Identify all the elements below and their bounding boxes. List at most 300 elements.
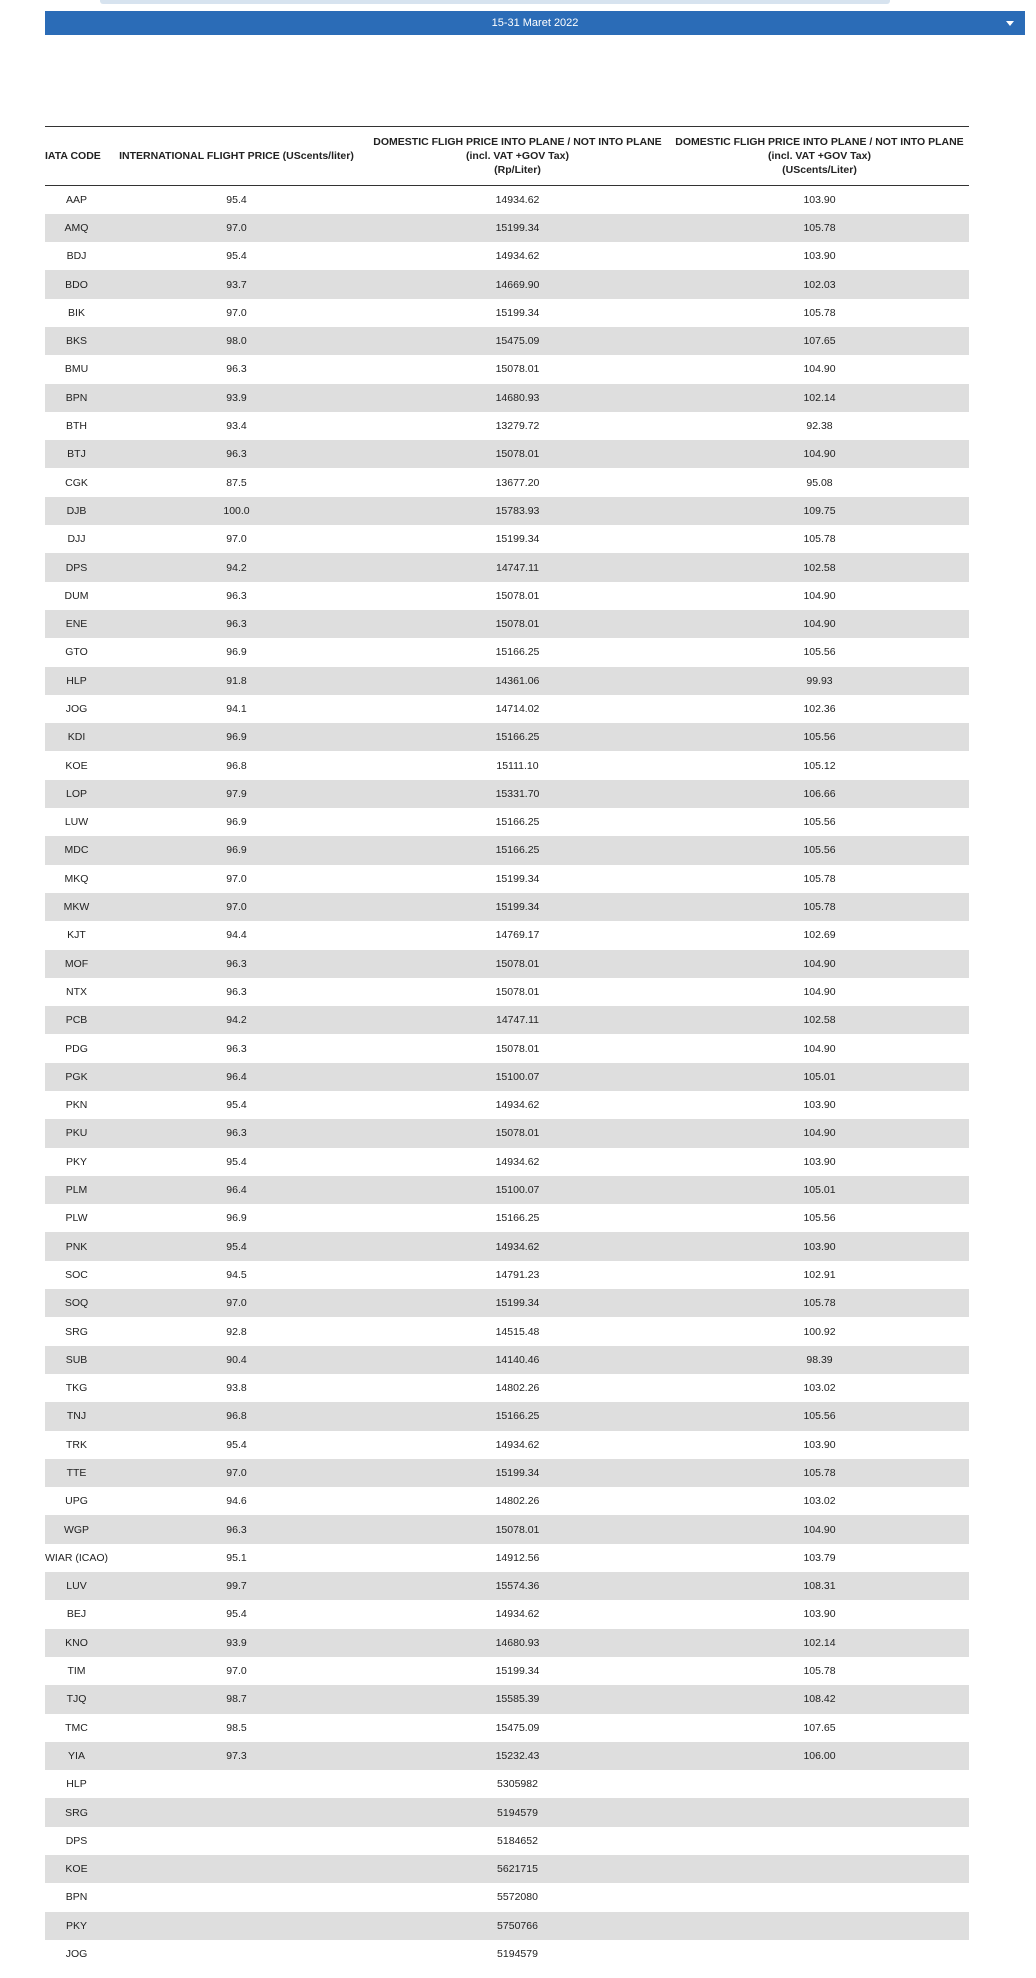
cell-international-price: 96.9 bbox=[226, 816, 247, 829]
cell-domestic-price-rp: 15331.70 bbox=[495, 787, 540, 800]
table-row bbox=[45, 1657, 969, 1685]
cell-domestic-price-us: 103.79 bbox=[803, 1551, 836, 1564]
header-domestic-price-us bbox=[670, 127, 969, 186]
cell-domestic-price-us: 103.90 bbox=[803, 1240, 836, 1253]
cell-domestic-price-rp: 5750766 bbox=[497, 1919, 538, 1932]
cell-domestic-price-us bbox=[670, 1940, 969, 1968]
table-row bbox=[45, 1204, 969, 1232]
cell-domestic-price-us bbox=[670, 1883, 969, 1911]
table-header-row bbox=[45, 127, 969, 186]
cell-iata-code: KNO bbox=[65, 1636, 88, 1649]
table-row bbox=[45, 1855, 969, 1883]
cell-domestic-price-us: 104.90 bbox=[803, 1523, 836, 1536]
cell-domestic-price-rp: 14912.56 bbox=[495, 1551, 540, 1564]
cell-international-price: 94.4 bbox=[226, 929, 247, 942]
caret-down-icon[interactable] bbox=[1003, 11, 1017, 35]
cell-domestic-price-rp: 5621715 bbox=[497, 1863, 538, 1876]
cell-iata-code: PCB bbox=[65, 1014, 88, 1027]
table-row bbox=[45, 638, 969, 666]
cell-domestic-price-us bbox=[670, 1855, 969, 1883]
cell-international-price: 95.4 bbox=[226, 250, 247, 263]
cell-international-price: 97.0 bbox=[226, 306, 247, 319]
cell-international-price: 97.0 bbox=[226, 872, 247, 885]
header-line: (incl. VAT +GOV Tax) bbox=[466, 150, 569, 162]
cell-domestic-price-rp: 15166.25 bbox=[495, 816, 540, 829]
cell-domestic-price-us: 102.69 bbox=[803, 929, 836, 942]
cell-international-price: 96.3 bbox=[226, 1042, 247, 1055]
cell-iata-code: KOE bbox=[65, 1863, 88, 1876]
cell-iata-code: DPS bbox=[65, 561, 88, 574]
cell-domestic-price-rp: 14791.23 bbox=[495, 1268, 540, 1281]
cell-domestic-price-us: 104.90 bbox=[803, 1042, 836, 1055]
table-row bbox=[45, 440, 969, 468]
cell-domestic-price-rp: 15199.34 bbox=[495, 872, 540, 885]
cell-international-price: 96.3 bbox=[226, 363, 247, 376]
cell-domestic-price-rp: 15078.01 bbox=[495, 618, 540, 631]
table-row bbox=[45, 1289, 969, 1317]
cell-international-price: 90.4 bbox=[226, 1353, 247, 1366]
table-row bbox=[45, 1600, 969, 1628]
table-row bbox=[45, 1572, 969, 1600]
cell-domestic-price-rp: 15166.25 bbox=[495, 1212, 540, 1225]
cell-domestic-price-rp: 5305982 bbox=[497, 1778, 538, 1791]
table-row bbox=[45, 1232, 969, 1260]
cell-domestic-price-us: 99.93 bbox=[806, 674, 833, 687]
cell-domestic-price-rp: 14769.17 bbox=[495, 929, 540, 942]
table-row bbox=[45, 299, 969, 327]
table-row bbox=[45, 921, 969, 949]
cell-international-price: 96.8 bbox=[226, 759, 247, 772]
cell-international-price: 91.8 bbox=[226, 674, 247, 687]
cell-iata-code: PDG bbox=[65, 1042, 88, 1055]
cell-international-price: 95.4 bbox=[226, 1608, 247, 1621]
cell-domestic-price-us: 104.90 bbox=[803, 1127, 836, 1140]
cell-iata-code: WIAR (ICAO) bbox=[45, 1551, 108, 1564]
table-row bbox=[45, 1091, 969, 1119]
cell-international-price: 96.9 bbox=[226, 844, 247, 857]
cell-iata-code: SRG bbox=[65, 1806, 88, 1819]
table-row bbox=[45, 780, 969, 808]
cell-iata-code: TTE bbox=[66, 1467, 87, 1479]
table-row bbox=[45, 186, 969, 214]
table-row bbox=[45, 1176, 969, 1204]
cell-domestic-price-rp: 14934.62 bbox=[495, 1099, 540, 1112]
cell-iata-code: BTJ bbox=[67, 448, 86, 461]
cell-domestic-price-us: 103.90 bbox=[803, 193, 836, 206]
cell-iata-code: HLP bbox=[66, 1778, 87, 1791]
cell-domestic-price-us: 106.00 bbox=[803, 1749, 836, 1762]
cell-international-price: 97.0 bbox=[226, 901, 247, 914]
cell-domestic-price-rp: 14934.62 bbox=[495, 193, 540, 206]
cell-domestic-price-us: 106.66 bbox=[803, 787, 836, 800]
table-row bbox=[45, 978, 969, 1006]
cell-domestic-price-us: 107.65 bbox=[803, 335, 836, 348]
table-row bbox=[45, 1459, 969, 1487]
cell-iata-code: DUM bbox=[64, 589, 89, 602]
table-row bbox=[45, 1515, 969, 1543]
cell-domestic-price-us: 105.78 bbox=[803, 533, 836, 546]
cell-international-price: 96.9 bbox=[226, 731, 247, 744]
table-row bbox=[45, 468, 969, 496]
table-row bbox=[45, 1714, 969, 1742]
cell-iata-code: PKY bbox=[65, 1919, 87, 1932]
cell-international-price: 96.3 bbox=[226, 985, 247, 998]
cell-domestic-price-us: 104.90 bbox=[803, 985, 836, 998]
cell-domestic-price-us: 105.12 bbox=[803, 759, 836, 772]
table-row bbox=[45, 808, 969, 836]
cell-international-price: 97.0 bbox=[226, 221, 247, 234]
table-row bbox=[45, 1544, 969, 1572]
cell-domestic-price-us: 105.78 bbox=[803, 221, 836, 234]
cell-iata-code: MOF bbox=[64, 957, 89, 970]
table-body bbox=[45, 186, 969, 1969]
table-row bbox=[45, 1317, 969, 1345]
cell-domestic-price-rp: 5194579 bbox=[497, 1948, 538, 1961]
cell-iata-code: ENE bbox=[65, 618, 88, 631]
table-row bbox=[45, 582, 969, 610]
table-row bbox=[45, 751, 969, 779]
cell-domestic-price-rp: 14802.26 bbox=[495, 1495, 540, 1508]
cell-domestic-price-us: 102.58 bbox=[803, 1014, 836, 1027]
table-row bbox=[45, 242, 969, 270]
table-row bbox=[45, 1742, 969, 1770]
cell-domestic-price-rp: 15078.01 bbox=[495, 589, 540, 602]
header-iata-code: IATA CODE bbox=[45, 150, 101, 162]
cell-domestic-price-us: 105.78 bbox=[803, 901, 836, 914]
cell-iata-code: LUV bbox=[66, 1580, 87, 1593]
cell-international-price bbox=[108, 1798, 365, 1826]
cell-domestic-price-us: 103.90 bbox=[803, 1099, 836, 1112]
cell-domestic-price-rp: 15199.34 bbox=[495, 1467, 540, 1479]
table-row bbox=[45, 1063, 969, 1091]
cell-international-price: 94.2 bbox=[226, 1014, 247, 1027]
cell-international-price: 93.9 bbox=[226, 391, 247, 404]
table-row bbox=[45, 1034, 969, 1062]
table-row bbox=[45, 214, 969, 242]
cell-domestic-price-rp: 15199.34 bbox=[495, 1665, 540, 1678]
cell-domestic-price-rp: 15166.25 bbox=[495, 1410, 540, 1423]
cell-domestic-price-us: 108.31 bbox=[803, 1580, 836, 1593]
cell-domestic-price-us: 109.75 bbox=[803, 504, 836, 517]
cell-international-price bbox=[108, 1940, 365, 1968]
cell-international-price: 94.5 bbox=[226, 1268, 247, 1281]
cell-domestic-price-rp: 15078.01 bbox=[495, 363, 540, 376]
cell-iata-code: NTX bbox=[66, 985, 87, 998]
period-selector[interactable] bbox=[45, 11, 1025, 35]
cell-iata-code: GTO bbox=[65, 646, 88, 659]
cell-iata-code: TJQ bbox=[66, 1693, 87, 1706]
period-label: 15-31 Maret 2022 bbox=[491, 17, 579, 29]
cell-iata-code: KJT bbox=[67, 929, 86, 942]
table-row bbox=[45, 553, 969, 581]
cell-domestic-price-rp: 5184652 bbox=[497, 1834, 538, 1847]
cell-international-price: 95.4 bbox=[226, 193, 247, 206]
cell-domestic-price-us: 102.03 bbox=[803, 278, 836, 291]
cell-iata-code: KDI bbox=[67, 731, 86, 744]
cell-iata-code: LUW bbox=[64, 816, 89, 829]
cell-international-price: 97.0 bbox=[226, 1297, 247, 1310]
cell-iata-code: BMU bbox=[64, 363, 89, 376]
cell-international-price: 96.9 bbox=[226, 1212, 247, 1225]
header-line: (incl. VAT +GOV Tax) bbox=[768, 150, 871, 162]
cell-international-price: 98.0 bbox=[226, 335, 247, 348]
cell-iata-code: YIA bbox=[68, 1749, 85, 1762]
cell-domestic-price-us: 102.36 bbox=[803, 702, 836, 715]
cell-domestic-price-rp: 14747.11 bbox=[495, 561, 539, 574]
cell-domestic-price-rp: 14934.62 bbox=[495, 1155, 540, 1168]
cell-international-price: 97.3 bbox=[226, 1749, 247, 1762]
cell-domestic-price-us: 102.91 bbox=[803, 1268, 836, 1281]
cell-domestic-price-us: 103.02 bbox=[803, 1382, 836, 1395]
cell-domestic-price-us: 102.14 bbox=[803, 1636, 836, 1649]
header-international-price: INTERNATIONAL FLIGHT PRICE (UScents/liter) bbox=[119, 150, 354, 162]
cell-domestic-price-rp: 15199.34 bbox=[495, 901, 540, 914]
cell-domestic-price-rp: 5572080 bbox=[497, 1891, 538, 1904]
cell-international-price: 93.8 bbox=[226, 1382, 247, 1395]
cell-domestic-price-rp: 15078.01 bbox=[495, 1523, 540, 1536]
header-line: DOMESTIC FLIGH PRICE INTO PLANE / NOT INTO PLANE bbox=[373, 136, 662, 148]
fuel-price-table bbox=[45, 126, 969, 1968]
cell-iata-code: MKW bbox=[63, 901, 90, 914]
cell-iata-code: BPN bbox=[65, 1891, 88, 1904]
horizontal-scrollbar[interactable] bbox=[100, 0, 890, 4]
cell-iata-code: WGP bbox=[63, 1523, 90, 1536]
table-row bbox=[45, 1431, 969, 1459]
cell-iata-code: LOP bbox=[65, 787, 87, 800]
cell-iata-code: SUB bbox=[65, 1353, 88, 1366]
cell-domestic-price-us: 105.78 bbox=[803, 1467, 836, 1479]
table-row bbox=[45, 893, 969, 921]
table-row bbox=[45, 1402, 969, 1430]
cell-domestic-price-rp: 14714.02 bbox=[495, 702, 540, 715]
cell-iata-code: DJJ bbox=[67, 533, 86, 546]
cell-iata-code: BEJ bbox=[66, 1608, 87, 1621]
cell-domestic-price-rp: 15078.01 bbox=[495, 448, 540, 461]
cell-domestic-price-rp: 15574.36 bbox=[495, 1580, 540, 1593]
table-row bbox=[45, 270, 969, 298]
table-row bbox=[45, 1685, 969, 1713]
cell-domestic-price-rp: 5194579 bbox=[497, 1806, 538, 1819]
cell-domestic-price-us: 104.90 bbox=[803, 618, 836, 631]
cell-iata-code: BDO bbox=[65, 278, 88, 291]
cell-domestic-price-us bbox=[670, 1798, 969, 1826]
cell-iata-code: BIK bbox=[68, 306, 85, 319]
cell-iata-code: PKU bbox=[65, 1127, 88, 1140]
cell-domestic-price-rp: 14934.62 bbox=[495, 1438, 540, 1451]
cell-international-price: 96.4 bbox=[226, 1070, 247, 1083]
cell-international-price: 99.7 bbox=[226, 1580, 247, 1593]
cell-iata-code: DJB bbox=[66, 504, 87, 517]
cell-international-price: 97.0 bbox=[226, 533, 247, 546]
cell-international-price: 97.0 bbox=[226, 1467, 247, 1479]
cell-international-price: 93.9 bbox=[226, 1636, 247, 1649]
cell-domestic-price-rp: 14515.48 bbox=[495, 1325, 540, 1338]
cell-domestic-price-rp: 13677.20 bbox=[495, 476, 540, 489]
table-row bbox=[45, 412, 969, 440]
table-row bbox=[45, 1798, 969, 1826]
cell-domestic-price-rp: 15232.43 bbox=[495, 1749, 540, 1762]
cell-domestic-price-rp: 14747.11 bbox=[495, 1014, 539, 1027]
cell-domestic-price-us bbox=[670, 1912, 969, 1940]
table-row bbox=[45, 865, 969, 893]
cell-international-price: 96.3 bbox=[226, 1523, 247, 1536]
cell-iata-code: UPG bbox=[65, 1495, 88, 1508]
cell-iata-code: PLM bbox=[65, 1184, 88, 1197]
table-row bbox=[45, 497, 969, 525]
table-row bbox=[45, 1148, 969, 1176]
cell-international-price: 96.3 bbox=[226, 618, 247, 631]
cell-international-price: 98.7 bbox=[226, 1693, 247, 1706]
cell-domestic-price-rp: 15078.01 bbox=[495, 1042, 540, 1055]
cell-iata-code: BPN bbox=[65, 391, 88, 404]
cell-domestic-price-rp: 15078.01 bbox=[495, 985, 540, 998]
cell-iata-code: PGK bbox=[65, 1070, 88, 1083]
cell-iata-code: AAP bbox=[65, 193, 87, 206]
table-row bbox=[45, 384, 969, 412]
cell-domestic-price-rp: 14361.06 bbox=[495, 674, 540, 687]
cell-domestic-price-us: 103.90 bbox=[803, 1438, 836, 1451]
cell-iata-code: PKY bbox=[65, 1155, 87, 1168]
cell-iata-code: BDJ bbox=[66, 250, 87, 263]
cell-domestic-price-us: 103.90 bbox=[803, 1155, 836, 1168]
cell-domestic-price-rp: 15199.34 bbox=[495, 221, 540, 234]
cell-domestic-price-us: 107.65 bbox=[803, 1721, 836, 1734]
cell-domestic-price-us: 105.56 bbox=[803, 1410, 836, 1423]
cell-international-price bbox=[108, 1855, 365, 1883]
cell-international-price: 95.4 bbox=[226, 1438, 247, 1451]
cell-international-price: 87.5 bbox=[226, 476, 247, 489]
cell-international-price: 97.9 bbox=[226, 787, 247, 800]
cell-domestic-price-rp: 15100.07 bbox=[495, 1184, 540, 1197]
cell-domestic-price-us: 105.78 bbox=[803, 872, 836, 885]
table-row bbox=[45, 1346, 969, 1374]
cell-domestic-price-rp: 14802.26 bbox=[495, 1382, 540, 1395]
cell-international-price bbox=[108, 1883, 365, 1911]
cell-iata-code: PNK bbox=[65, 1240, 88, 1253]
cell-domestic-price-rp: 15166.25 bbox=[495, 646, 540, 659]
cell-domestic-price-rp: 15199.34 bbox=[495, 1297, 540, 1310]
cell-international-price: 97.0 bbox=[226, 1665, 247, 1678]
cell-domestic-price-rp: 15078.01 bbox=[495, 1127, 540, 1140]
cell-domestic-price-us: 104.90 bbox=[803, 957, 836, 970]
cell-domestic-price-rp: 15078.01 bbox=[495, 957, 540, 970]
table-row bbox=[45, 1374, 969, 1402]
cell-domestic-price-us: 108.42 bbox=[803, 1693, 836, 1706]
table-row bbox=[45, 1119, 969, 1147]
cell-iata-code: TNJ bbox=[66, 1410, 87, 1423]
cell-international-price: 92.8 bbox=[226, 1325, 247, 1338]
cell-domestic-price-us: 104.90 bbox=[803, 363, 836, 376]
cell-domestic-price-rp: 15166.25 bbox=[495, 731, 540, 744]
cell-domestic-price-us: 105.56 bbox=[803, 731, 836, 744]
cell-iata-code: JOG bbox=[65, 1948, 88, 1961]
cell-domestic-price-us: 105.56 bbox=[803, 1212, 836, 1225]
cell-domestic-price-us: 104.90 bbox=[803, 589, 836, 602]
header-domestic-price-rp bbox=[365, 127, 670, 186]
cell-domestic-price-us: 100.92 bbox=[803, 1325, 836, 1338]
cell-domestic-price-rp: 14680.93 bbox=[495, 391, 540, 404]
cell-iata-code: PKN bbox=[65, 1099, 88, 1112]
cell-domestic-price-us: 105.56 bbox=[803, 646, 836, 659]
cell-domestic-price-rp: 15475.09 bbox=[495, 335, 540, 348]
cell-international-price: 96.8 bbox=[226, 1410, 247, 1423]
cell-international-price bbox=[108, 1912, 365, 1940]
cell-domestic-price-us: 105.78 bbox=[803, 306, 836, 319]
cell-international-price: 98.5 bbox=[226, 1721, 247, 1734]
cell-international-price: 95.4 bbox=[226, 1099, 247, 1112]
cell-iata-code: TIM bbox=[67, 1665, 86, 1678]
cell-domestic-price-us: 105.56 bbox=[803, 844, 836, 857]
cell-iata-code: TRK bbox=[66, 1438, 87, 1451]
cell-iata-code: BTH bbox=[66, 420, 87, 433]
cell-iata-code: DPS bbox=[65, 1834, 88, 1847]
cell-domestic-price-us: 105.78 bbox=[803, 1297, 836, 1310]
cell-domestic-price-rp: 14934.62 bbox=[495, 1240, 540, 1253]
table-row bbox=[45, 723, 969, 751]
cell-international-price: 96.3 bbox=[226, 589, 247, 602]
table-row bbox=[45, 355, 969, 383]
cell-domestic-price-us bbox=[670, 1827, 969, 1855]
cell-domestic-price-us: 105.01 bbox=[803, 1070, 836, 1083]
cell-domestic-price-us: 92.38 bbox=[806, 420, 833, 433]
cell-iata-code: HLP bbox=[66, 674, 87, 687]
header-line: DOMESTIC FLIGH PRICE INTO PLANE / NOT INTO PLANE bbox=[675, 136, 964, 148]
cell-international-price: 93.7 bbox=[226, 278, 247, 291]
cell-iata-code: AMQ bbox=[64, 221, 89, 234]
cell-domestic-price-us: 103.90 bbox=[803, 250, 836, 263]
cell-domestic-price-us: 103.02 bbox=[803, 1495, 836, 1508]
cell-domestic-price-us: 105.01 bbox=[803, 1184, 836, 1197]
cell-international-price: 95.4 bbox=[226, 1240, 247, 1253]
header-line: (Rp/Liter) bbox=[494, 164, 541, 176]
cell-domestic-price-us bbox=[670, 1770, 969, 1798]
cell-international-price bbox=[108, 1770, 365, 1798]
table-row bbox=[45, 1770, 969, 1798]
cell-international-price: 94.6 bbox=[226, 1495, 247, 1508]
cell-domestic-price-rp: 15475.09 bbox=[495, 1721, 540, 1734]
table-row bbox=[45, 1006, 969, 1034]
cell-international-price: 100.0 bbox=[223, 504, 250, 517]
cell-international-price: 93.4 bbox=[226, 420, 247, 433]
cell-iata-code: BKS bbox=[65, 335, 87, 348]
table-row bbox=[45, 1261, 969, 1289]
table-row bbox=[45, 950, 969, 978]
table-row bbox=[45, 1883, 969, 1911]
cell-domestic-price-rp: 15111.10 bbox=[496, 759, 539, 772]
cell-iata-code: MKQ bbox=[64, 872, 89, 885]
cell-domestic-price-rp: 14140.46 bbox=[495, 1353, 540, 1366]
cell-domestic-price-rp: 15199.34 bbox=[495, 306, 540, 319]
cell-international-price bbox=[108, 1827, 365, 1855]
table-row bbox=[45, 1912, 969, 1940]
table-row bbox=[45, 836, 969, 864]
header-line: (UScents/Liter) bbox=[782, 164, 857, 176]
cell-iata-code: SOC bbox=[65, 1268, 88, 1281]
cell-domestic-price-us: 102.58 bbox=[803, 561, 836, 574]
cell-iata-code: SOQ bbox=[64, 1297, 89, 1310]
cell-domestic-price-us: 105.56 bbox=[803, 816, 836, 829]
cell-international-price: 96.3 bbox=[226, 1127, 247, 1140]
cell-domestic-price-us: 105.78 bbox=[803, 1665, 836, 1678]
table-row bbox=[45, 667, 969, 695]
cell-domestic-price-us: 95.08 bbox=[806, 476, 833, 489]
cell-iata-code: KOE bbox=[65, 759, 88, 772]
cell-domestic-price-rp: 14680.93 bbox=[495, 1636, 540, 1649]
cell-domestic-price-rp: 15783.93 bbox=[495, 504, 540, 517]
cell-international-price: 95.4 bbox=[226, 1155, 247, 1168]
cell-domestic-price-us: 98.39 bbox=[806, 1353, 833, 1366]
cell-iata-code: TMC bbox=[65, 1721, 88, 1734]
